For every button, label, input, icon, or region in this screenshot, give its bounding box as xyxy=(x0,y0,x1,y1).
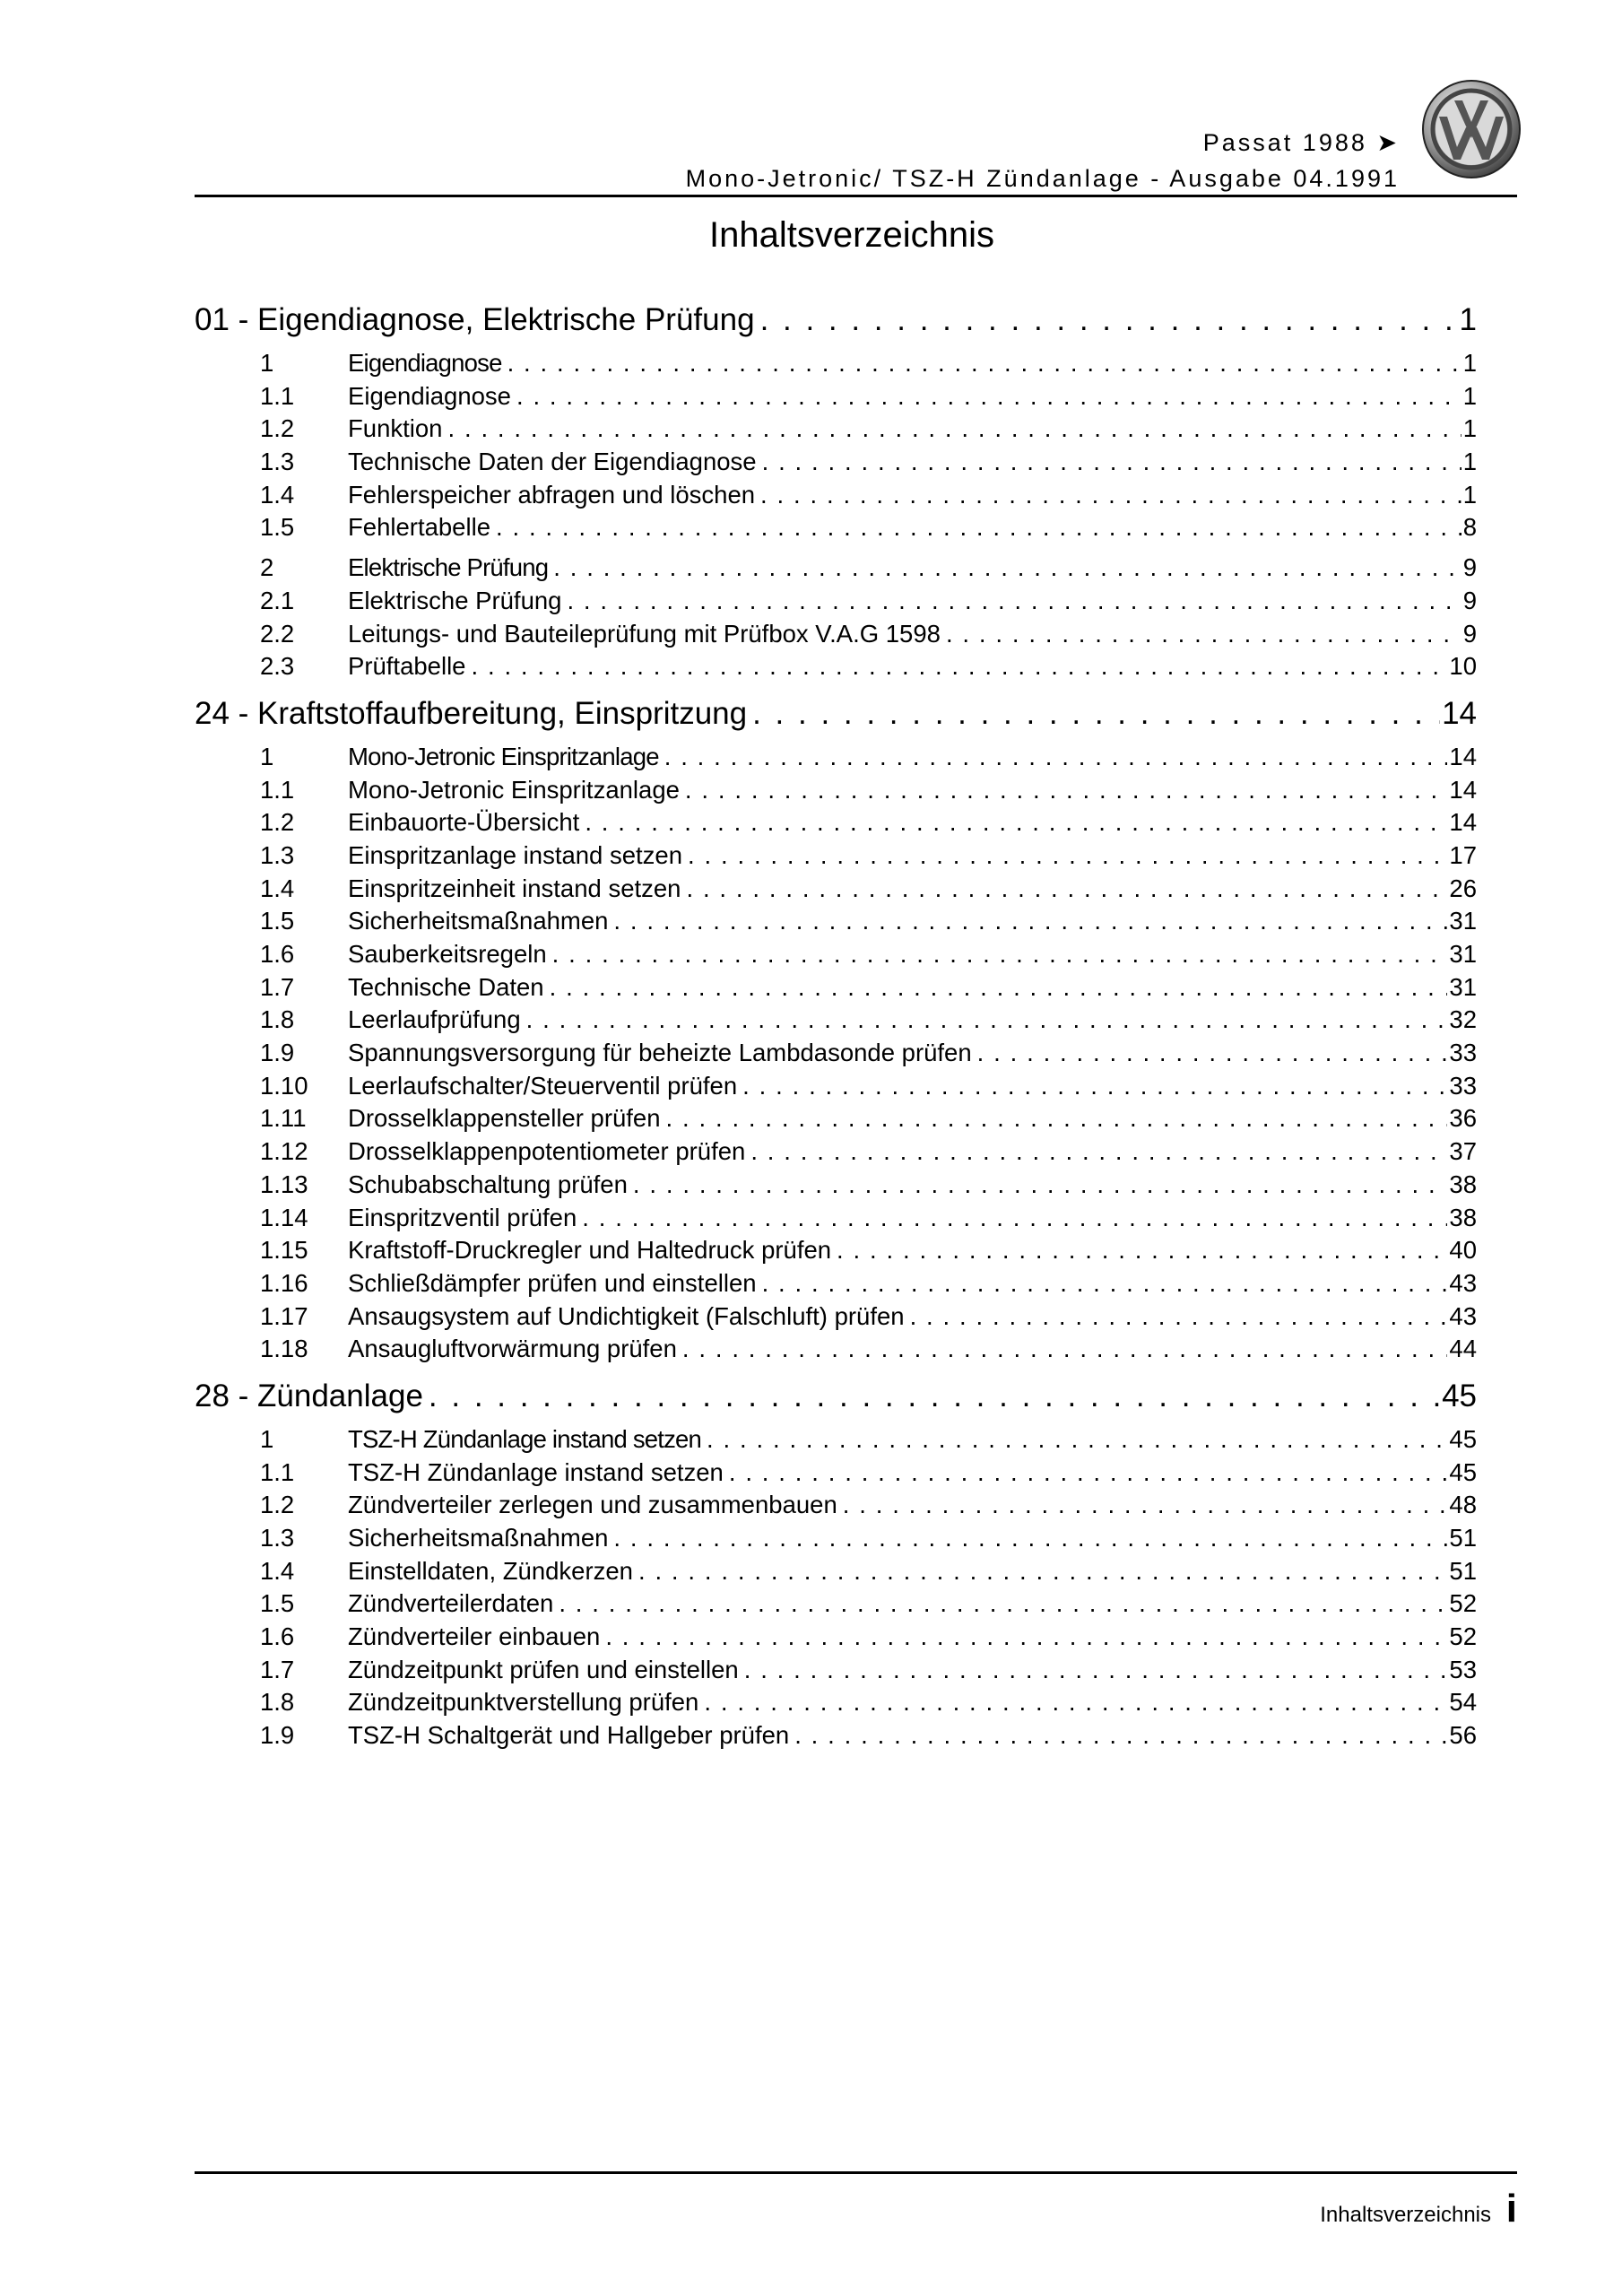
entry-title: Leitungs- und Bauteileprüfung mit Prüfbox V.A.G 1598 xyxy=(348,619,941,648)
entry-page: 1 xyxy=(1462,480,1477,509)
leader-dots xyxy=(794,1719,1447,1752)
toc-entry[interactable] xyxy=(195,1300,1477,1334)
leader-dots xyxy=(744,1654,1448,1687)
entry-page: 40 xyxy=(1449,1236,1477,1265)
toc-chapter-heading[interactable] xyxy=(195,300,1477,340)
toc-entry[interactable] xyxy=(195,1621,1477,1654)
leader-dots xyxy=(685,774,1447,807)
entry-number: 2.1 xyxy=(260,586,295,614)
chapter-page: 14 xyxy=(1442,695,1477,731)
entry-number: 2.3 xyxy=(260,652,295,681)
entry-title: Fehlerspeicher abfragen und löschen xyxy=(348,480,756,509)
table-of-contents xyxy=(195,300,1477,1752)
leader-dots xyxy=(471,650,1447,683)
leader-dots xyxy=(553,552,1461,585)
entry-number: 1.9 xyxy=(260,1721,295,1750)
leader-dots xyxy=(977,1037,1448,1070)
toc-entry[interactable] xyxy=(195,1234,1477,1267)
entry-page: 32 xyxy=(1449,1005,1477,1034)
entry-page: 10 xyxy=(1449,652,1477,681)
entry-title: Ansaugsystem auf Undichtigkeit (Falschluft) prüfen xyxy=(348,1301,905,1330)
leader-dots xyxy=(585,806,1447,839)
entry-number: 1.7 xyxy=(260,1655,295,1683)
entry-number: 1.9 xyxy=(260,1039,295,1067)
entry-title: Technische Daten der Eigendiagnose xyxy=(348,448,757,476)
toc-entry[interactable] xyxy=(195,1457,1477,1490)
entry-number: 1.14 xyxy=(260,1203,308,1231)
entry-title: Schließdämpfer prüfen und einstellen xyxy=(348,1268,757,1297)
toc-entry[interactable] xyxy=(195,938,1477,971)
toc-entry[interactable] xyxy=(195,380,1477,413)
leader-dots xyxy=(550,971,1448,1004)
toc-chapter xyxy=(195,694,1477,1366)
toc-entry[interactable] xyxy=(195,1522,1477,1555)
entry-title: Einstelldaten, Zündkerzen xyxy=(348,1556,633,1585)
entry-number: 1.2 xyxy=(260,808,295,837)
toc-entry[interactable] xyxy=(195,1037,1477,1070)
entry-title: Ansaugluftvorwärmung prüfen xyxy=(348,1335,677,1363)
entry-number: 1 xyxy=(260,742,274,770)
entry-page: 26 xyxy=(1449,874,1477,902)
entry-page: 9 xyxy=(1462,619,1477,648)
leader-dots xyxy=(567,585,1461,618)
leader-dots xyxy=(633,1169,1448,1202)
leader-dots xyxy=(447,413,1461,446)
entry-title: Zündverteilerdaten xyxy=(348,1589,554,1618)
toc-entry[interactable] xyxy=(195,511,1477,544)
footer-page-number: i xyxy=(1505,2187,1517,2231)
leader-dots xyxy=(516,380,1462,413)
entry-number: 2 xyxy=(260,553,274,582)
leader-dots xyxy=(762,1267,1448,1300)
leader-dots xyxy=(559,1587,1447,1621)
leader-dots xyxy=(664,741,1448,774)
entry-page: 44 xyxy=(1449,1335,1477,1363)
header-model: Passat 1988 ➤ xyxy=(1202,129,1400,156)
entry-number: 1.1 xyxy=(260,1457,295,1486)
toc-entry[interactable] xyxy=(195,1489,1477,1522)
chapter-title: 28 - Zündanlage xyxy=(195,1378,423,1413)
toc-entry[interactable] xyxy=(195,1102,1477,1135)
entry-number: 1.11 xyxy=(260,1104,307,1133)
footer-rule xyxy=(195,2171,1517,2174)
leader-dots xyxy=(752,694,1440,734)
chapter-title: 01 - Eigendiagnose, Elektrische Prüfung xyxy=(195,302,755,337)
leader-dots xyxy=(507,347,1462,380)
entry-title: TSZ-H Zündanlage instand setzen xyxy=(348,1424,702,1453)
entry-page: 9 xyxy=(1462,553,1477,582)
entry-title: Prüftabelle xyxy=(348,652,466,681)
entry-number: 1.13 xyxy=(260,1170,308,1198)
entry-page: 45 xyxy=(1449,1424,1477,1453)
toc-entry[interactable] xyxy=(195,1004,1477,1037)
toc-chapter-heading[interactable] xyxy=(195,694,1477,734)
entry-title: TSZ-H Schaltgerät und Hallgeber prüfen xyxy=(348,1721,790,1750)
leader-dots xyxy=(760,300,1458,340)
entry-title: Elektrische Prüfung xyxy=(348,586,562,614)
entry-title: Sicherheitsmaßnahmen xyxy=(348,907,609,935)
entry-number: 1.1 xyxy=(260,775,295,804)
entry-title: Zündverteiler einbauen xyxy=(348,1622,601,1651)
entry-title: Mono-Jetronic Einspritzanlage xyxy=(348,775,680,804)
toc-entry[interactable] xyxy=(195,413,1477,446)
toc-entry[interactable] xyxy=(195,806,1477,839)
entry-number: 1.2 xyxy=(260,1491,295,1519)
leader-dots xyxy=(729,1457,1448,1490)
toc-entry[interactable] xyxy=(195,1070,1477,1103)
entry-page: 38 xyxy=(1449,1170,1477,1198)
leader-dots xyxy=(613,905,1447,938)
entry-page: 52 xyxy=(1449,1622,1477,1651)
entry-number: 1.3 xyxy=(260,1524,295,1552)
chapter-page: 1 xyxy=(1459,302,1477,337)
vw-logo-icon xyxy=(1421,79,1522,179)
leader-dots xyxy=(742,1070,1447,1103)
entry-number: 1.3 xyxy=(260,840,295,869)
entry-number: 1.4 xyxy=(260,874,295,902)
entry-page: 45 xyxy=(1449,1457,1477,1486)
leader-dots xyxy=(429,1377,1440,1416)
toc-entry[interactable] xyxy=(195,1169,1477,1202)
entry-title: Spannungsversorgung für beheizte Lambdasonde prüfen xyxy=(348,1039,972,1067)
footer-label: Inhaltsverzeichnis xyxy=(1320,2203,1491,2227)
toc-entry[interactable] xyxy=(195,1587,1477,1621)
leader-dots xyxy=(496,511,1462,544)
entry-page: 31 xyxy=(1449,972,1477,1001)
entry-page: 51 xyxy=(1449,1524,1477,1552)
toc-entry[interactable] xyxy=(195,905,1477,938)
toc-chapter-heading[interactable] xyxy=(195,1377,1477,1416)
entry-page: 8 xyxy=(1462,513,1477,542)
entry-page: 54 xyxy=(1449,1688,1477,1717)
leader-dots xyxy=(707,1423,1447,1457)
entry-page: 56 xyxy=(1449,1721,1477,1750)
toc-entry[interactable] xyxy=(195,774,1477,807)
toc-entry[interactable] xyxy=(195,839,1477,873)
entry-title: Mono-Jetronic Einspritzanlage xyxy=(348,742,659,770)
leader-dots xyxy=(704,1686,1447,1719)
leader-dots xyxy=(666,1102,1448,1135)
leader-dots xyxy=(686,873,1447,906)
entry-title: Schubabschaltung prüfen xyxy=(348,1170,628,1198)
leader-dots xyxy=(762,446,1462,479)
leader-dots xyxy=(552,938,1448,971)
entry-number: 1.12 xyxy=(260,1137,308,1166)
entry-page: 38 xyxy=(1449,1203,1477,1231)
entry-number: 1.6 xyxy=(260,1622,295,1651)
entry-page: 51 xyxy=(1449,1556,1477,1585)
toc-chapter xyxy=(195,300,1477,683)
page-title: Inhaltsverzeichnis xyxy=(709,215,994,255)
entry-number: 1.4 xyxy=(260,480,295,509)
entry-title: Eigendiagnose xyxy=(348,349,502,377)
entry-title: Kraftstoff-Druckregler und Haltedruck prüfen xyxy=(348,1236,832,1265)
entry-title: Eigendiagnose xyxy=(348,381,511,410)
entry-number: 1.1 xyxy=(260,381,295,410)
entry-number: 1.10 xyxy=(260,1071,308,1100)
entry-number: 1.7 xyxy=(260,972,295,1001)
entry-title: Drosselklappensteller prüfen xyxy=(348,1104,661,1133)
entry-number: 1.8 xyxy=(260,1688,295,1717)
entry-title: Einspritzeinheit instand setzen xyxy=(348,874,681,902)
entry-title: Drosselklappenpotentiometer prüfen xyxy=(348,1137,746,1166)
entry-page: 31 xyxy=(1449,907,1477,935)
entry-number: 1 xyxy=(260,349,274,377)
entry-title: Sauberkeitsregeln xyxy=(348,940,547,968)
header-subtitle: Mono-Jetronic/ TSZ-H Zündanlage - Ausgabe 04.1991 xyxy=(685,165,1400,192)
leader-dots xyxy=(682,1333,1448,1366)
entry-page: 36 xyxy=(1449,1104,1477,1133)
header-rule xyxy=(195,195,1517,197)
entry-title: Technische Daten xyxy=(348,972,544,1001)
leader-dots xyxy=(910,1300,1448,1334)
entry-number: 1.8 xyxy=(260,1005,295,1034)
entry-number: 1.17 xyxy=(260,1301,308,1330)
entry-number: 1.16 xyxy=(260,1268,308,1297)
entry-number: 1.6 xyxy=(260,940,295,968)
leader-dots xyxy=(837,1234,1447,1267)
leader-dots xyxy=(582,1202,1447,1235)
entry-page: 17 xyxy=(1449,840,1477,869)
entry-page: 1 xyxy=(1462,414,1477,443)
toc-entry[interactable] xyxy=(195,1333,1477,1366)
toc-entry[interactable] xyxy=(195,479,1477,512)
leader-dots xyxy=(605,1621,1447,1654)
entry-page: 37 xyxy=(1449,1137,1477,1166)
entry-title: Einbauorte-Übersicht xyxy=(348,808,580,837)
toc-chapter xyxy=(195,1377,1477,1752)
leader-dots xyxy=(613,1522,1447,1555)
toc-entry[interactable] xyxy=(195,1267,1477,1300)
toc-entry[interactable] xyxy=(195,1423,1477,1457)
entry-title: Elektrische Prüfung xyxy=(348,553,549,582)
toc-entry[interactable] xyxy=(195,446,1477,479)
toc-entry[interactable] xyxy=(195,1555,1477,1588)
toc-entry[interactable] xyxy=(195,971,1477,1004)
entry-page: 48 xyxy=(1449,1491,1477,1519)
entry-page: 14 xyxy=(1449,742,1477,770)
leader-dots xyxy=(750,1135,1447,1169)
entry-title: Leerlaufschalter/Steuerventil prüfen xyxy=(348,1071,738,1100)
entry-title: TSZ-H Zündanlage instand setzen xyxy=(348,1457,724,1486)
entry-number: 2.2 xyxy=(260,619,295,648)
entry-page: 43 xyxy=(1449,1268,1477,1297)
toc-entry[interactable] xyxy=(195,552,1477,585)
toc-entry[interactable] xyxy=(195,618,1477,651)
toc-entry[interactable] xyxy=(195,741,1477,774)
entry-title: Sicherheitsmaßnahmen xyxy=(348,1524,609,1552)
chapter-title: 24 - Kraftstoffaufbereitung, Einspritzung xyxy=(195,695,748,731)
entry-page: 9 xyxy=(1462,586,1477,614)
entry-title: Fehlertabelle xyxy=(348,513,490,542)
entry-page: 31 xyxy=(1449,940,1477,968)
leader-dots xyxy=(526,1004,1448,1037)
entry-title: Funktion xyxy=(348,414,443,443)
entry-number: 1 xyxy=(260,1424,274,1453)
entry-title: Einspritzventil prüfen xyxy=(348,1203,577,1231)
entry-number: 1.3 xyxy=(260,448,295,476)
toc-entry[interactable] xyxy=(195,347,1477,380)
leader-dots xyxy=(760,479,1462,512)
entry-title: Einspritzanlage instand setzen xyxy=(348,840,683,869)
entry-page: 14 xyxy=(1449,808,1477,837)
entry-number: 1.5 xyxy=(260,513,295,542)
leader-dots xyxy=(946,618,1462,651)
toc-entry[interactable] xyxy=(195,1654,1477,1687)
entry-number: 1.4 xyxy=(260,1556,295,1585)
entry-number: 1.5 xyxy=(260,907,295,935)
toc-entry[interactable] xyxy=(195,1202,1477,1235)
entry-title: Leerlaufprüfung xyxy=(348,1005,521,1034)
chapter-page: 45 xyxy=(1442,1378,1477,1413)
leader-dots xyxy=(843,1489,1448,1522)
entry-number: 1.5 xyxy=(260,1589,295,1618)
leader-dots xyxy=(688,839,1447,873)
entry-page: 43 xyxy=(1449,1301,1477,1330)
entry-page: 14 xyxy=(1449,775,1477,804)
entry-title: Zündzeitpunktverstellung prüfen xyxy=(348,1688,699,1717)
entry-title: Zündzeitpunkt prüfen und einstellen xyxy=(348,1655,739,1683)
entry-page: 1 xyxy=(1462,381,1477,410)
entry-number: 1.15 xyxy=(260,1236,308,1265)
entry-page: 1 xyxy=(1462,349,1477,377)
entry-title: Zündverteiler zerlegen und zusammenbauen xyxy=(348,1491,837,1519)
toc-entry[interactable] xyxy=(195,1719,1477,1752)
entry-page: 52 xyxy=(1449,1589,1477,1618)
toc-entry[interactable] xyxy=(195,873,1477,906)
entry-page: 33 xyxy=(1449,1071,1477,1100)
entry-number: 1.18 xyxy=(260,1335,308,1363)
toc-entry[interactable] xyxy=(195,650,1477,683)
entry-page: 1 xyxy=(1462,448,1477,476)
toc-entry[interactable] xyxy=(195,1686,1477,1719)
leader-dots xyxy=(638,1555,1447,1588)
entry-number: 1.2 xyxy=(260,414,295,443)
toc-entry[interactable] xyxy=(195,1135,1477,1169)
toc-entry[interactable] xyxy=(195,585,1477,618)
entry-page: 53 xyxy=(1449,1655,1477,1683)
entry-page: 33 xyxy=(1449,1039,1477,1067)
